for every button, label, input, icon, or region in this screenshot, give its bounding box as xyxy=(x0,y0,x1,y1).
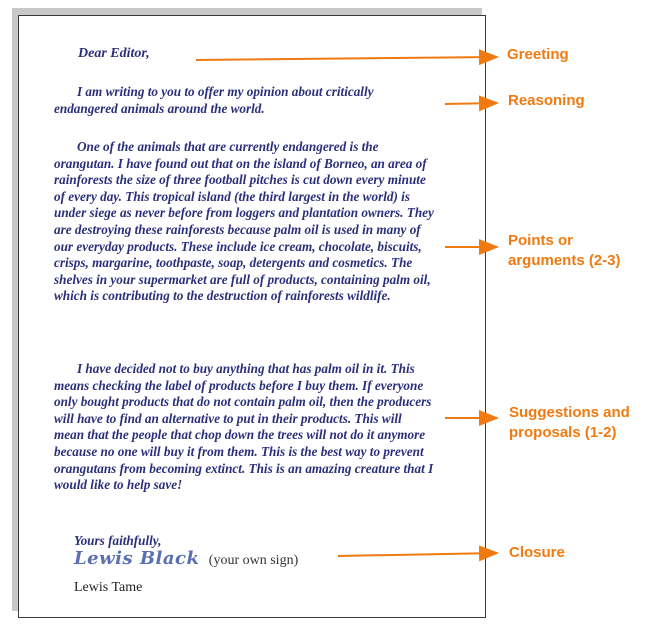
letter-paragraph-suggestions: I have decided not to buy anything that has palm oil in it. This means checking the label of products before I buy them. If everyone only bought products that do not contain palm oil, then the producers will have to find an alternative to put in their products. This will mean that the people that chop down the trees will not do it anymore because no one will buy it from them. This is the best way to prevent orangutans from becoming extinct. This is an amazing creature that I would like to help save! xyxy=(54,361,434,493)
letter-paragraph-reasoning: I am writing to you to offer my opinion about critically endangered animals around the world. xyxy=(54,84,374,116)
label-suggestions-line-2: proposals (1-2) xyxy=(509,424,617,441)
label-suggestions-line-1: Suggestions and xyxy=(509,404,630,421)
signature-note: (your own sign) xyxy=(208,553,299,568)
arrow-greeting xyxy=(196,57,497,60)
letter-name: Lewis Tame xyxy=(74,580,143,595)
label-points-line-1: Points or xyxy=(508,232,574,249)
label-closure: Closure xyxy=(509,544,565,561)
arrow-reasoning xyxy=(445,103,497,104)
arrow-closure xyxy=(338,553,497,556)
label-suggestions xyxy=(509,403,630,443)
label-points xyxy=(508,231,621,271)
signature: Lewis Black xyxy=(74,548,200,569)
label-greeting: Greeting xyxy=(507,46,569,63)
label-reasoning: Reasoning xyxy=(508,92,585,109)
letter-closing: Yours faithfully, xyxy=(74,533,162,548)
label-points-line-2: arguments (2-3) xyxy=(508,252,621,269)
letter-greeting: Dear Editor, xyxy=(78,46,150,61)
letter-paragraph-points: One of the animals that are currently endangered is the orangutan. I have found out that on the island of Borneo, an area of rainforests the size of three football pitches is cut down every minute of every day. This tropical island (the third largest in the world) is under siege as never before from loggers and plantation owners. They are destroying these rainforests because palm oil is used in many of our everyday products. These include ice cream, chocolate, biscuits, crisps, margarine, toothpaste, soap, detergents and cosmetics. The shelves in your supermarket are full of products, containing palm oil, which is contributing to the destruction of rainforests wildlife. xyxy=(54,139,434,304)
